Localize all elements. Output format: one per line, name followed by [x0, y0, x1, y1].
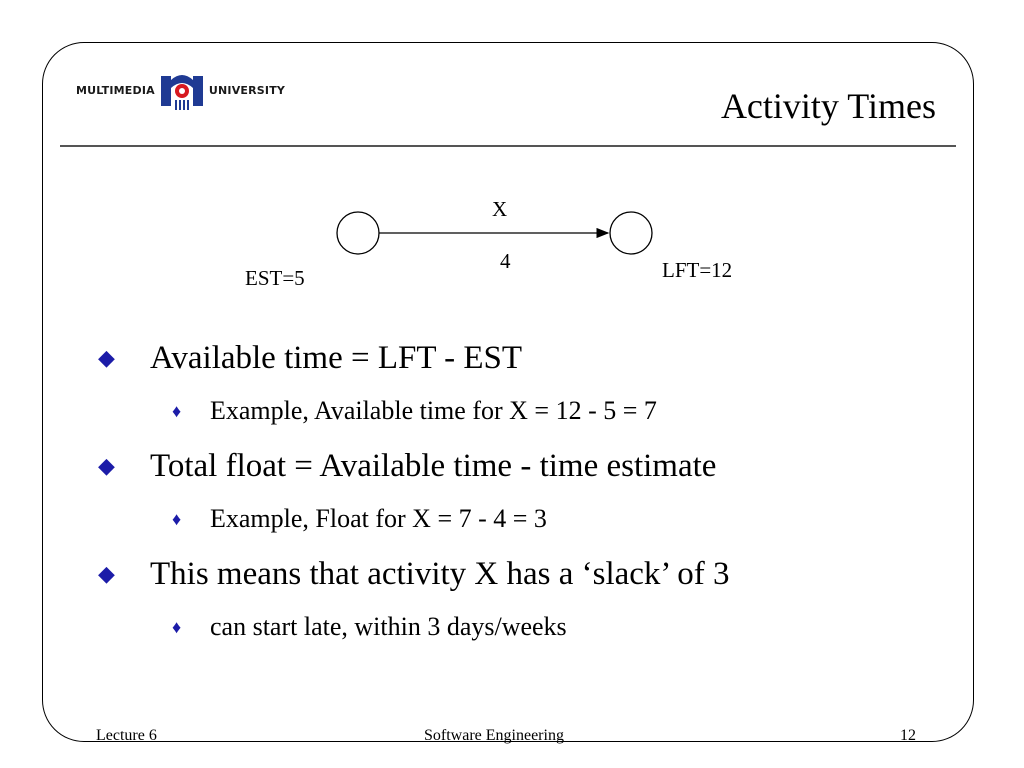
sub-bullet-item	[172, 502, 958, 536]
logo-left-text: MULTIMEDIA	[76, 83, 155, 97]
footer-page-number: 12	[900, 727, 916, 744]
diamond-bullet-icon: ◆	[98, 453, 115, 478]
bullet-text: This means that activity X has a ‘slack’ of 3	[150, 555, 730, 592]
diamond-bullet-icon: ◆	[98, 561, 115, 586]
footer-lecture: Lecture 6	[96, 727, 157, 744]
footer-course: Software Engineering	[424, 727, 564, 744]
activity-label: X	[492, 197, 508, 221]
bullet-text: Available time = LFT - EST	[150, 339, 523, 376]
bullet-item	[98, 552, 958, 596]
bullet-text: Total float = Available time - time estimate	[150, 447, 717, 484]
diamond-subbullet-icon: ♦	[172, 400, 182, 421]
diamond-bullet-icon: ◆	[98, 345, 115, 370]
bullet-item	[98, 444, 958, 488]
slide-title: Activity Times	[720, 86, 936, 126]
sub-bullet-text: can start late, within 3 days/weeks	[210, 612, 567, 641]
lft-label: LFT=12	[662, 258, 733, 282]
start-node	[337, 212, 379, 254]
diamond-subbullet-icon: ♦	[172, 616, 182, 637]
bullet-list	[98, 336, 958, 660]
est-label: EST=5	[245, 266, 305, 290]
end-node	[610, 212, 652, 254]
logo-right-text: UNIVERSITY	[208, 83, 286, 97]
sub-bullet-item	[172, 610, 958, 644]
diamond-subbullet-icon: ♦	[172, 508, 182, 529]
sub-bullet-item	[172, 394, 958, 428]
sub-bullet-text: Example, Available time for X = 12 - 5 = 7	[210, 396, 657, 425]
activity-duration: 4	[500, 249, 511, 273]
bullet-item	[98, 336, 958, 380]
sub-bullet-text: Example, Float for X = 7 - 4 = 3	[210, 504, 547, 533]
